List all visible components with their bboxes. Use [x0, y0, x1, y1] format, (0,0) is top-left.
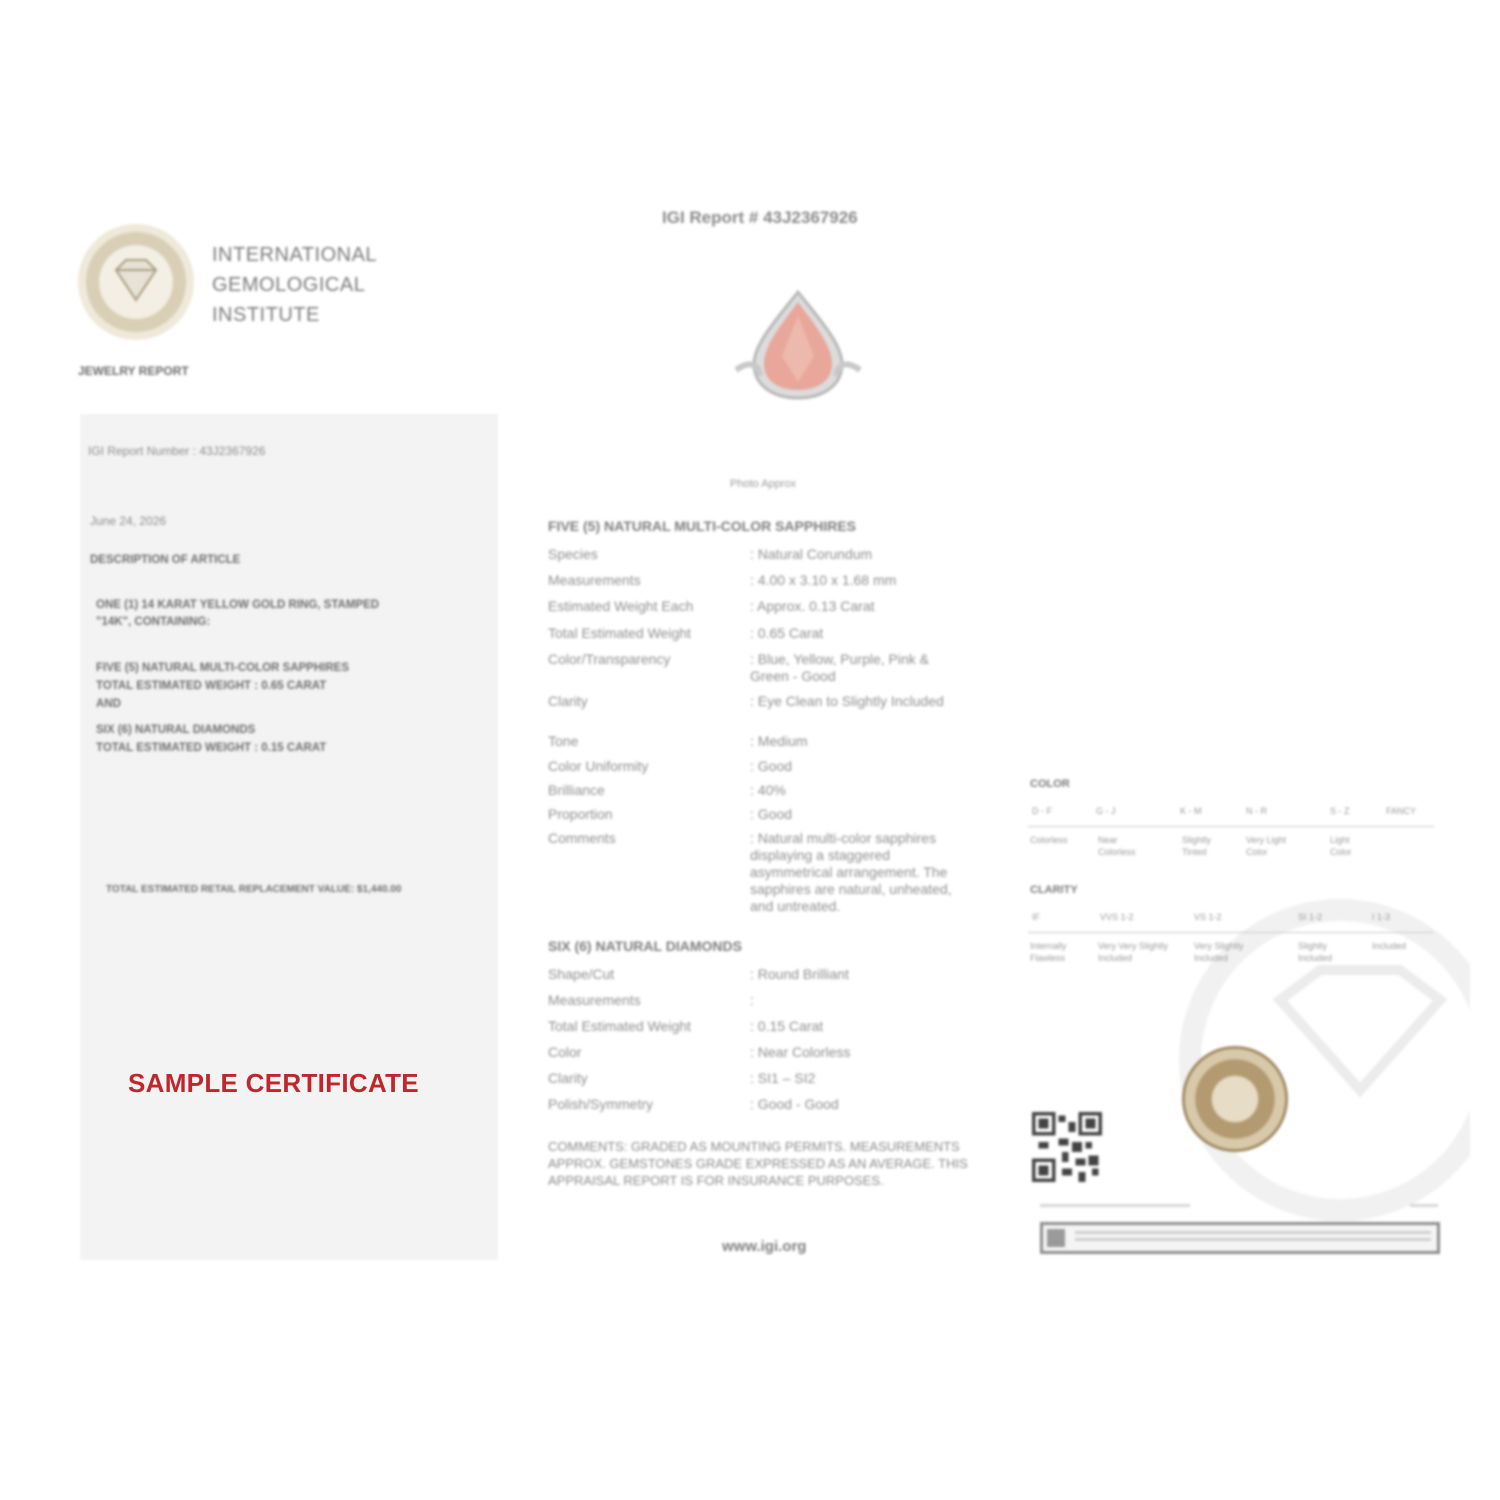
clarity-desc: Slightly Included — [1298, 941, 1333, 963]
diamond-row-value: : 0.15 Carat — [750, 1018, 824, 1034]
color-grade: G - J — [1096, 806, 1116, 816]
sapphire-row-label: Brilliance — [548, 782, 605, 798]
sapphire-row-value: : Approx. 0.13 Carat — [750, 598, 875, 614]
sapphire-row-value: : Good — [750, 758, 793, 774]
color-grade: N - R — [1246, 806, 1267, 816]
clarity-desc: Internally Flawless — [1030, 941, 1067, 963]
color-grade: S - Z — [1330, 806, 1350, 816]
diamond-summary-1: SIX (6) NATURAL DIAMONDS — [96, 724, 256, 736]
security-strip — [1040, 1222, 1440, 1254]
clarity-desc: Included — [1372, 941, 1407, 951]
comments-block: COMMENTS: GRADED AS MOUNTING PERMITS. MEASUREMENTS APPROX. GEMSTONES GRADE EXPRESSED AS AN AVERAGE. THIS APPRAISAL REPORT IS FOR INSURANCE PURPOSES. — [548, 1139, 968, 1188]
clarity-desc: Very Very Slightly Included — [1098, 941, 1169, 963]
sapphire-row-value: : 0.65 Carat — [750, 625, 824, 641]
report-date: June 24, 2026 — [90, 514, 167, 528]
sapphire-row-label: Estimated Weight Each — [548, 598, 694, 614]
sapphire-section-heading: FIVE (5) NATURAL MULTI-COLOR SAPPHIRES — [548, 518, 856, 534]
color-desc: Near Colorless — [1098, 835, 1136, 857]
sapphire-row-label: Measurements — [548, 572, 641, 588]
sapphire-row-label: Species — [548, 546, 598, 562]
org-name — [212, 240, 377, 330]
sapphire-summary-1: FIVE (5) NATURAL MULTI-COLOR SAPPHIRES — [96, 662, 349, 674]
color-grade: K - M — [1180, 806, 1202, 816]
clarity-grade: VVS 1-2 — [1100, 912, 1134, 922]
diamond-row-value: : Near Colorless — [750, 1044, 851, 1060]
clarity-grade: I 1-3 — [1372, 912, 1391, 922]
sapphire-row-value: : Eye Clean to Slightly Included — [750, 693, 944, 709]
sapphire-row-value: : 4.00 x 3.10 x 1.68 mm — [750, 572, 897, 588]
report-title: IGI Report # 43J2367926 — [662, 208, 858, 227]
photo-approx-note: Photo Approx — [730, 478, 797, 490]
sapphire-row-label: Proportion — [548, 806, 613, 822]
diamond-icon — [108, 252, 164, 308]
sapphire-row-label: Color/Transparency — [548, 651, 671, 667]
sapphire-row-value: : Natural Corundum — [750, 546, 873, 562]
and-text: AND — [96, 698, 121, 710]
diamond-row-label: Color — [548, 1044, 582, 1060]
color-scale-line — [1028, 826, 1434, 827]
description-line-2: "14K", CONTAINING: — [96, 616, 211, 628]
diamond-row-value: : Good - Good — [750, 1096, 839, 1112]
retail-value: TOTAL ESTIMATED RETAIL REPLACEMENT VALUE: $1,440.00 — [106, 884, 402, 895]
diamond-row-label: Clarity — [548, 1070, 588, 1086]
website-link: www.igi.org — [722, 1238, 807, 1255]
color-desc: Slightly Tinted — [1182, 835, 1212, 857]
org-line-3: INSTITUTE — [212, 304, 320, 326]
sapphire-row-value: : Medium — [750, 733, 808, 749]
clarity-desc: Very Slightly Included — [1194, 941, 1244, 963]
description-heading: DESCRIPTION OF ARTICLE — [90, 554, 241, 566]
strip-icon — [1047, 1229, 1065, 1247]
color-desc: Light Color — [1330, 835, 1352, 857]
diamond-row-value: : — [750, 992, 754, 1008]
report-kind: JEWELRY REPORT — [78, 364, 189, 378]
diamond-row-label: Polish/Symmetry — [548, 1096, 654, 1112]
sapphire-row-label: Total Estimated Weight — [548, 625, 691, 641]
sapphire-row-value: : Good — [750, 806, 793, 822]
org-line-2: GEMOLOGICAL — [212, 274, 366, 296]
sapphire-row-label: Tone — [548, 733, 579, 749]
sapphire-row-value: : Blue, Yellow, Purple, Pink & Green - Good — [750, 651, 929, 684]
clarity-grade: SI 1-2 — [1298, 912, 1323, 922]
color-grade: D - F — [1032, 806, 1052, 816]
clarity-grade: VS 1-2 — [1194, 912, 1222, 922]
qr-code-icon — [1032, 1112, 1102, 1182]
diamond-row-value: : SI1 – SI2 — [750, 1070, 816, 1086]
color-grade: FANCY — [1386, 806, 1417, 816]
org-line-1: INTERNATIONAL — [212, 244, 378, 266]
clarity-scale-line — [1028, 932, 1434, 933]
clarity-grade: IF — [1032, 912, 1040, 922]
color-desc: Very Light Color — [1246, 835, 1287, 857]
sapphire-row-label: Color Uniformity — [548, 758, 649, 774]
igi-seal-logo — [78, 224, 194, 340]
color-desc: Colorless — [1030, 835, 1068, 845]
strip-fineprint — [1075, 1231, 1431, 1245]
diamond-row-label: Shape/Cut — [548, 966, 615, 982]
gold-seal-icon — [1182, 1046, 1288, 1152]
sample-certificate-label: SAMPLE CERTIFICATE — [128, 1068, 419, 1098]
sapphire-row-value: : Natural multi-color sapphires displaying a staggered asymmetrical arrangement. The sapphires are natural, unheated, and untreated. — [750, 830, 952, 914]
sapphire-row-value: : 40% — [750, 782, 786, 798]
ring-photo — [730, 286, 866, 406]
sapphire-row-label: Clarity — [548, 693, 588, 709]
left-panel — [80, 414, 498, 1260]
diamond-row-value: : Round Brilliant — [750, 966, 849, 982]
sapphire-summary-2: TOTAL ESTIMATED WEIGHT : 0.65 CARAT — [96, 680, 327, 692]
color-scale-title: COLOR — [1030, 778, 1070, 790]
diamond-section-heading: SIX (6) NATURAL DIAMONDS — [548, 938, 742, 954]
clarity-scale-title: CLARITY — [1030, 884, 1078, 896]
diamond-summary-2: TOTAL ESTIMATED WEIGHT : 0.15 CARAT — [96, 742, 327, 754]
diamond-row-label: Total Estimated Weight — [548, 1018, 691, 1034]
description-line-1: ONE (1) 14 KARAT YELLOW GOLD RING, STAMPED — [96, 599, 380, 611]
diamond-row-label: Measurements — [548, 992, 641, 1008]
copyright-line — [1040, 1202, 1440, 1210]
report-number: IGI Report Number : 43J2367926 — [88, 444, 266, 458]
sapphire-row-label: Comments — [548, 830, 616, 846]
